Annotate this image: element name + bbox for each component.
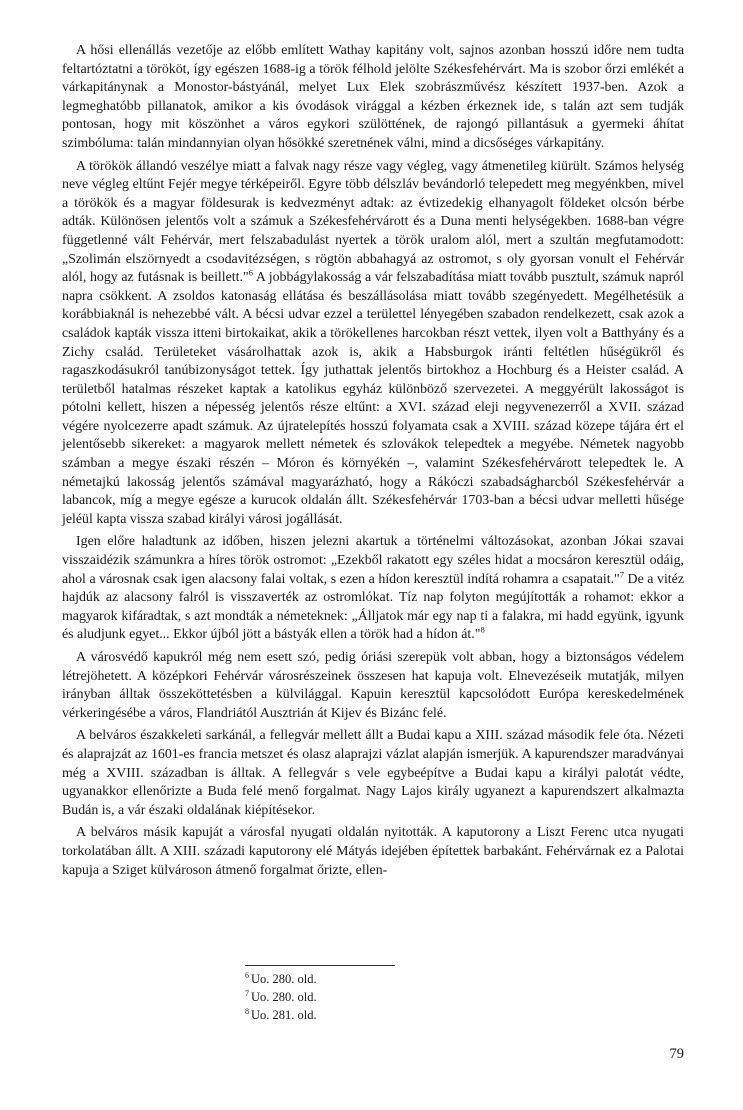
paragraph-5 <box>62 727 684 820</box>
footnote-text: Uo. 280. old. <box>251 972 317 986</box>
paragraph-3 <box>62 533 684 645</box>
footnote-number: 6 <box>245 970 249 980</box>
footnote-text: Uo. 281. old. <box>251 1008 317 1022</box>
footnote-8 <box>245 1006 545 1024</box>
paragraph-3-text: Igen előre haladtunk az időben, hiszen jelezni akartuk a történelmi változásokat, azonban Jókai szavai visszaidézik számunkra a híres török ostromot: „Ezekből rakatott egy széles hidat a mocsáron keresztül odáig, ahol a városnak csak igen alacsony falai voltak, s ezen a hídon keresztül indítá rohamra a csapatait." <box>62 534 684 587</box>
paragraph-1-text: A hősi ellenállás vezetője az előbb említett Wathay kapitány volt, sajnos azonban hosszú időre nem tudta feltartóztatni a törököt, így egészen 1688-ig a török félhold jelölte Székesfehérvárt. Ma is szobor őrzi emlékét a várkapitánynak a Monostor-bástyánál, melyet Lux Elek szobrászművész készített 1937-ben. Azok a legmeghatóbb pillanatok, amikor a kis óvodások virággal a kézben érkeznek ide, s talán azt sem tudják pontosan, hogy mit köszönhet a város egykori szülöttének, de rajongó pillantásuk a gyermeki áhítat szimbóluma: talán mindannyian olyan hősökké szeretnének válni, mind a dicsőséges várkapitány. <box>62 43 684 151</box>
paragraph-2-continuation: A jobbágylakosság a vár felszabadítása miatt tovább pusztult, számuk napról napra csökkent. A zsoldos katonaság ellátása és beszállásolása miatt tovább szegényedett. Megélhetésük a korábbiaknál is nehezebbé vált. A bécsi udvar ezzel a területtel lényegében szabadon rendelkezett, csak azok a családok kapták vissza itteni birtokaikat, akik a törökellenes harcokban részt vettek, ilyen volt a Batthyány és a Zichy család. Területeket vásárolhattak azok is, akik a Habsburgok iránti feltétlen hűségükről és ragaszkodásukról tanúbizonyságot tettek. Így juthattak jelentős birtokhoz a Hochburg és a Heister család. A területből hatalmas részeket kaptak a katolikus egyház különböző szervezetei. A meggyérült lakosságot is pótolni kellett, hiszen a népesség jelentős része eltűnt: a XVI. század eleji negyvenezerről a XVII. század végére nyolcezerre apadt számuk. Az újratelepítés hosszú folyamata csak a XVIII. század közepe tájára ért el jelentősebb sikereket: a magyarok mellett németek és szlovákok telepedtek a megyébe. Németek nagyobb számban a megye északi részén – Móron és környékén –, valamint Székesfehérvárott telepedtek le. A németajkú lakosság jelentős számával magyarázható, hogy a Rákóczi szabadságharcból Székesfehérvár a labancok, míg a megye egésze a kurucok oldalán állt. Székesfehérvár 1703-ban a bécsi udvar melletti hűsége jeléül kapta vissza szabad királyi városi jogállását. <box>62 270 684 527</box>
footnote-number: 8 <box>245 1006 249 1016</box>
footnote-ref-6[interactable]: 6 <box>248 267 253 278</box>
paragraph-4-text: A városvédő kapukról még nem esett szó, pedig óriási szerepük volt abban, hogy a biztonságos védelem létrejöhetett. A középkori Fehérvár városrészeinek összesen hat kapuja volt. Elnevezéseik mutatják, milyen irányban álltak összeköttetésben a külvilággal. Kapuin keresztül kapcsolódott Európa kereskedelmének vérkeringésébe a város, Flandriától Ausztrián át Kijev és Bizánc felé. <box>62 650 684 721</box>
footnotes <box>245 970 545 1024</box>
footnote-number: 7 <box>245 988 249 998</box>
footnote-7 <box>245 988 545 1006</box>
paragraph-5-text: A belváros északkeleti sarkánál, a fellegvár mellett állt a Budai kapu a XIII. század második fele óta. Nézeti és alaprajzát az 1601-es francia metszet és olasz alaprajzi vázlat alapján ismerjük. A kapurendszer maradványai még a XVIII. században is álltak. A fellegvár s vele egybeépítve a Budai kapu a királyi palotát védte, ugyanakkor ellenőrizte a Buda felé menő forgalmat. Nagy Lajos király ugyanezt a kapurendszert alkalmazta Budán is, a vár északi oldalának kiépítésekor. <box>62 728 684 818</box>
footnote-text: Uo. 280. old. <box>251 990 317 1004</box>
footnote-6 <box>245 970 545 988</box>
paragraph-1 <box>62 42 684 154</box>
paragraph-6-text: A belváros másik kapuját a városfal nyugati oldalán nyitották. A kaputorony a Liszt Ferenc utca nyugati torkolatában állt. A XIII. századi kaputorony elé Mátyás idejében építettek barbakánt. Fehérvárnak ez a Palotai kapuja a Sziget külvároson átmenő forgalmat őrizte, ellen- <box>62 825 684 878</box>
page-number: 79 <box>669 1046 684 1062</box>
footnote-ref-8[interactable]: 8 <box>480 624 485 635</box>
paragraph-6 <box>62 824 684 880</box>
paragraph-2 <box>62 158 684 530</box>
footnote-ref-7[interactable]: 7 <box>619 569 624 579</box>
paragraph-2-text: A törökök állandó veszélye miatt a falvak nagy része vagy végleg, vagy átmenetileg kiürült. Számos helység neve végleg eltűnt Fejér megye térképeiről. Egyre több délszláv bevándorló telepedett meg megyénkben, mivel a törökök és a magyar földesurak is kedvezményt adtak: az évtizedekig elhanyagolt földeket olcsón bérbe adták. Különösen jelentős volt a számuk a Székesfehérvárott és a Duna menti helységekben. 1688-ban végre függetlenné vált Fehérvár, mert felszabadulást nyertek a török uralom alól, mert a szultán megfutamodott: „Szolimán elszörnyedt a csodavitézségen, s rögtön abbahagyá az ostromot, s oly gyorsan vonult el Fehérvár alól, hogy az futásnak is beillett." <box>62 158 684 286</box>
main-text <box>62 42 684 880</box>
paragraph-4 <box>62 649 684 723</box>
paragraph-3-continuation: De a vitéz hajdúk az alacsony falról is visszaverték az ostromlókat. Tíz nap folyton megújították a rohamot: ekkor a magyarok kifáradtak, s azt mondták a németeknek: „Álljatok már egy nap ti a falakra, mi hadd együnk, igyunk és aludjunk egyet... Ekkor újból jött a bástyák ellen a török had a hídon át." <box>62 571 684 643</box>
footnote-divider <box>245 965 395 966</box>
